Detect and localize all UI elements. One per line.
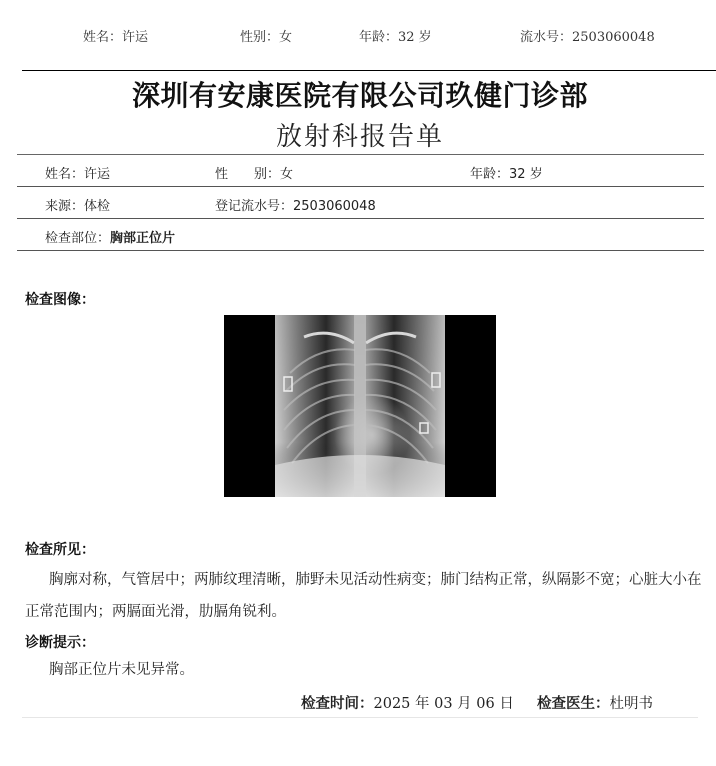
header-age: 年龄：32 岁	[359, 30, 432, 45]
reg-serial-value: 2503060048	[293, 199, 376, 214]
name-value: 许运	[84, 167, 111, 182]
age-label: 年龄：	[470, 167, 510, 182]
header-serial: 流水号：2503060048	[520, 30, 655, 45]
exam-part-value: 胸部正位片	[110, 231, 176, 246]
info-row	[17, 155, 704, 187]
report-title: 放射科报告单	[275, 122, 444, 152]
doctor-value: 杜明书	[609, 696, 653, 712]
reg-serial-label: 登记流水号：	[215, 199, 294, 214]
source-label: 来源：	[45, 199, 85, 214]
source-value: 体检	[84, 199, 111, 214]
chest-xray-image	[224, 315, 496, 497]
exam-time-value: 2025 年 03 月 06 日	[373, 696, 514, 712]
patient-info-table	[17, 154, 704, 251]
doctor-label: 检查医生：	[537, 696, 610, 712]
findings-text: 胸廓对称，气管居中；两肺纹理清晰，肺野未见活动性病变；肺门结构正常，纵隔影不宽；心脏大小在正常范围内；两膈面光滑，肋膈角锐利。	[25, 572, 702, 620]
header-gender: 性别：女	[240, 30, 293, 45]
footer-divider	[22, 717, 698, 718]
image-section-label: 检查图像：	[25, 292, 95, 308]
name-label: 姓名：	[45, 167, 85, 182]
page-header	[0, 26, 716, 46]
info-row	[17, 187, 704, 219]
gender-value: 女	[280, 167, 294, 182]
header-name: 姓名：许运	[83, 30, 149, 45]
exam-time-label: 检查时间：	[301, 696, 374, 712]
findings-section-label: 检查所见：	[25, 542, 95, 558]
exam-part-label: 检查部位：	[45, 231, 111, 246]
hospital-name: 深圳有安康医院有限公司玖健门诊部	[131, 79, 588, 112]
gender-label: 性 别：	[215, 167, 281, 182]
header-divider	[22, 70, 716, 71]
age-value: 32 岁	[509, 167, 543, 182]
xray-graphic	[224, 315, 496, 497]
info-row	[17, 219, 704, 251]
diagnosis-section-label: 诊断提示：	[25, 635, 95, 651]
diagnosis-text: 胸部正位片未见异常。	[49, 662, 194, 678]
